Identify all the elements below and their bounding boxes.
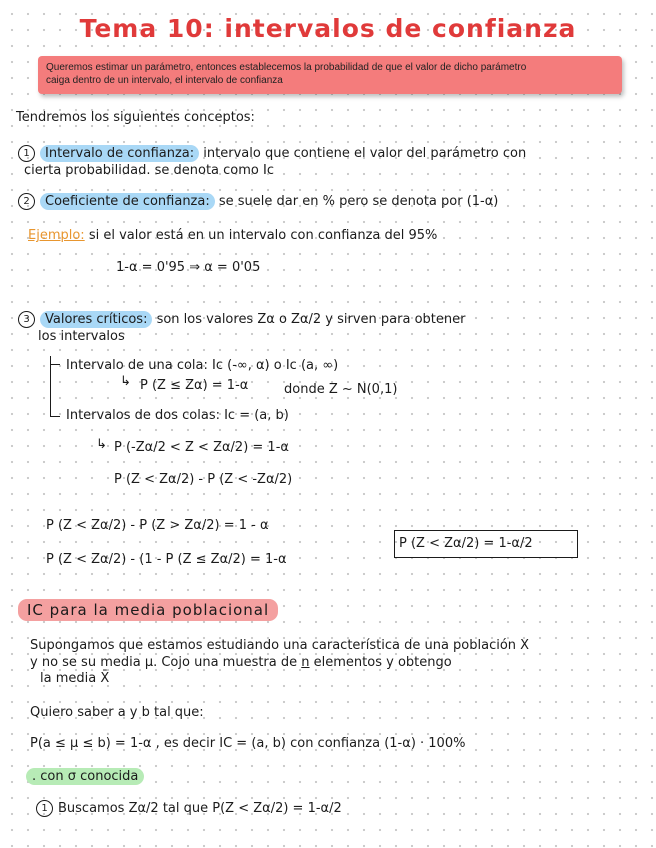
page-title: Tema 10: intervalos de confianza [79,14,577,43]
tree-branch-2 [50,416,60,417]
concept-3-definition-cont: los intervalos [38,329,125,344]
intro-line-1: Queremos estimar un parámetro, entonces establecemos la probabilidad de que el valor de dicho parámetro [46,62,527,73]
lead-text: Tendremos los siguientes conceptos: [16,110,255,125]
concept-1-definition: intervalo que contiene el valor del parámetro con [199,146,527,161]
number-1-circle: 1 [36,800,53,817]
section-paragraph-1: Supongamos que estamos estudiando una característica de una población X [30,638,530,653]
bullet-row [26,768,144,786]
concept-1-term: Intervalo de confianza: [40,145,199,162]
concept-3-line [18,311,465,328]
two-tail-prob-1: P (-Zα/2 < Z < Zα/2) = 1-α [114,440,289,455]
concept-3-term: Valores críticos: [40,311,152,328]
paragraph-2-end: elementos y obtengo [309,655,452,670]
number-1-circle: 1 [18,145,35,162]
hook-arrow-icon: ↳ [96,437,107,452]
concept-1-definition-cont: cierta probabilidad. se denota como Ic [24,163,274,178]
section-paragraph-2 [30,655,452,671]
paragraph-2-text: y no se su media μ. Cojo una muestra de [30,655,302,670]
equation-1: P (Z < Zα/2) - P (Z > Zα/2) = 1 - α [46,518,269,533]
section-paragraph-3: la media X̄ [40,671,110,686]
tree-vertical-line [50,356,51,416]
equation-2: P (Z < Zα/2) - (1 - P (Z ≤ Zα/2) = 1-α [46,552,287,567]
example-text: si el valor está en un intervalo con confianza del 95% [84,228,438,243]
section-heading-row [18,600,278,622]
tree-branch-1 [50,364,60,365]
section-heading: IC para la media poblacional [18,599,278,621]
concept-2-definition: se suele dar en % pero se denota por (1-α) [214,194,499,209]
hook-arrow-icon: ↳ [120,374,131,389]
two-tail-prob-2: P (Z < Zα/2) - P (Z < -Zα/2) [114,472,293,487]
section-paragraph-4: Quiero saber a y b tal que: [30,705,204,720]
sigma-known-bullet: . con σ conocida [26,768,144,785]
one-tail-where: donde Z ~ N(0,1) [284,382,398,397]
one-tail-label: Intervalo de una cola: Ic (-∞, α) o Ic (a, ∞) [66,358,339,373]
boxed-result: P (Z < Zα/2) = 1-α/2 [394,530,578,558]
paragraph-2-n: n [301,655,310,670]
example-calc: 1-α = 0'95 ⇒ α = 0'05 [116,260,261,275]
one-tail-prob: P (Z ≤ Zα) = 1-α [140,378,249,393]
concept-3-definition: son los valores Zα o Zα/2 y sirven para obtener [152,312,466,327]
concept-2-line [18,193,498,210]
concept-1-line [18,145,526,162]
number-3-circle: 3 [18,311,35,328]
two-tail-label: Intervalos de dos colas: Ic = (a, b) [66,408,289,423]
example-label: Ejemplo: [28,228,85,243]
intro-line-2: caiga dentro de un intervalo, el intervalo de confianza [46,75,283,86]
number-2-circle: 2 [18,193,35,210]
concept-2-term: Coeficiente de confianza: [40,193,215,210]
section-paragraph-5: P(a ≤ μ ≤ b) = 1-α , es decir IC = (a, b) con confianza (1-α) · 100% [30,736,466,751]
example-line [28,228,437,244]
step-1-line [36,800,342,817]
step-1-text: Buscamos Zα/2 tal que P(Z < Zα/2) = 1-α/2 [58,801,342,816]
intro-box [38,56,622,94]
